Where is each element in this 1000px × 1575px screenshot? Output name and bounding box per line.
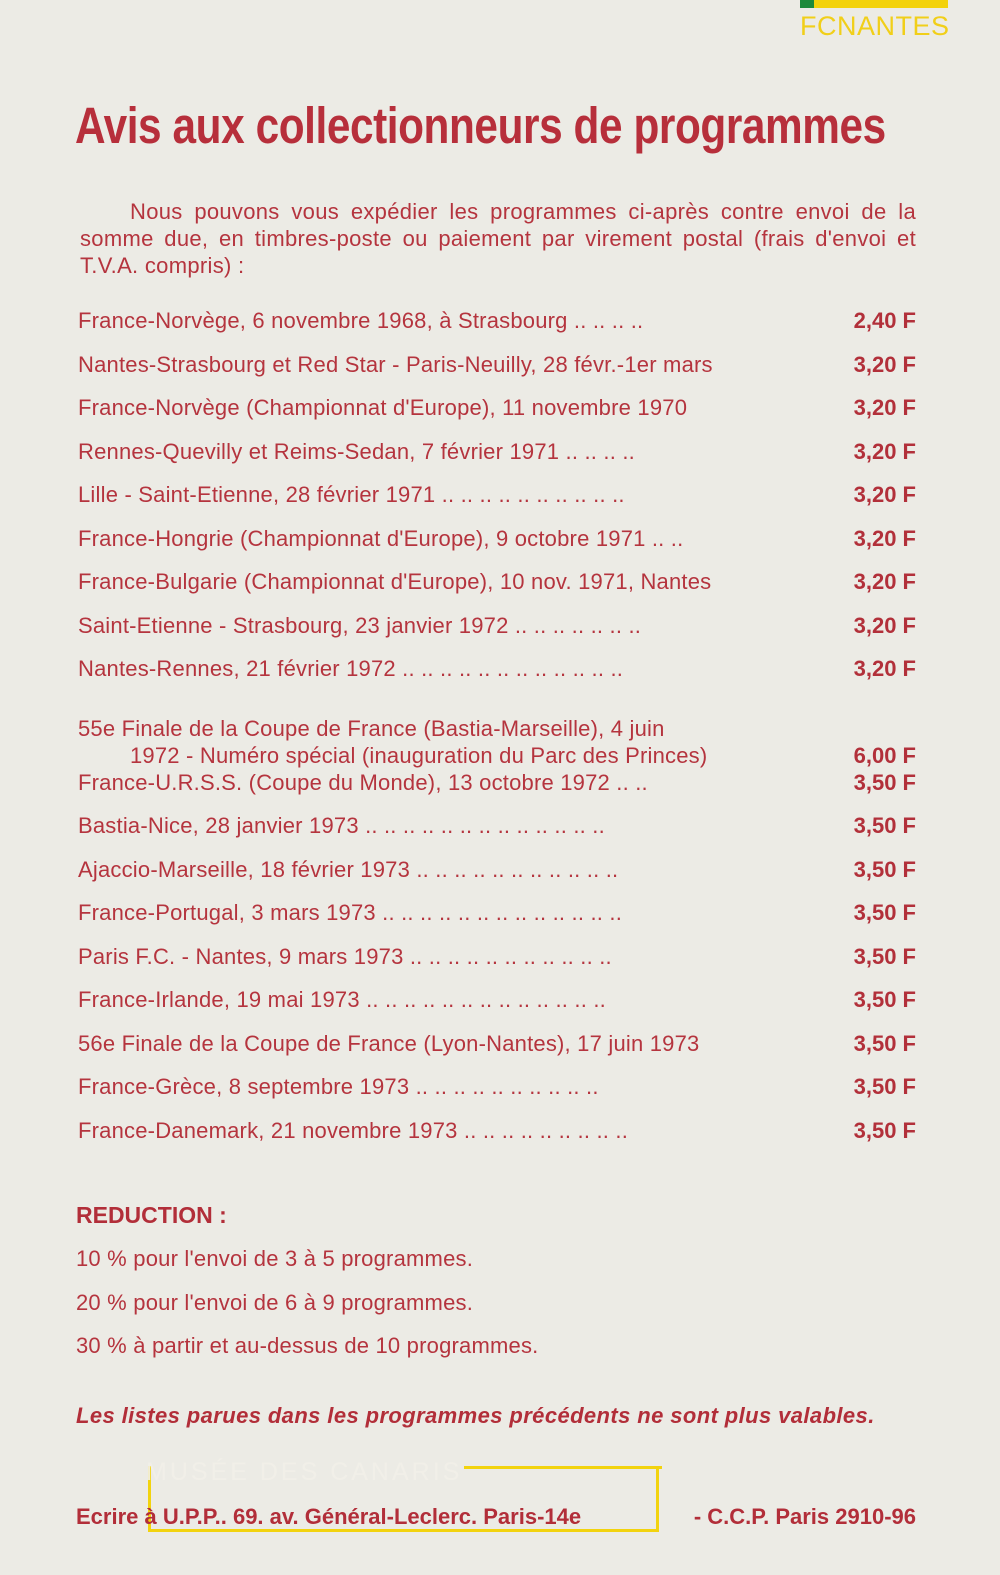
programme-price: 6,00 F <box>853 742 916 768</box>
programme-description-line: France-Norvège, 6 novembre 1968, à Strasbourg .. .. .. .. <box>78 308 644 333</box>
programme-description <box>78 812 836 839</box>
programme-description <box>78 612 836 639</box>
programme-description-line: Nantes-Strasbourg et Red Star - Paris-Neuilly, 28 févr.-1er mars <box>78 351 713 377</box>
programme-price: 3,20 F <box>853 525 916 551</box>
programme-price: 3,50 F <box>853 943 916 969</box>
programme-price: 3,20 F <box>853 482 916 507</box>
programme-price: 3,50 F <box>853 900 916 925</box>
programme-description-line: France-Bulgarie (Championnat d'Europe), 10 nov. 1971, Nantes <box>78 569 712 594</box>
programme-price: 3,50 F <box>853 1074 916 1099</box>
programme-description <box>78 351 836 378</box>
programme-price: 3,20 F <box>853 395 916 420</box>
programme-price: 3,50 F <box>853 856 916 882</box>
programme-description <box>78 1030 836 1057</box>
programme-description-line: Paris F.C. - Nantes, 9 mars 1973 .. .. .. .. .. .. .. .. .. .. .. <box>78 943 612 969</box>
programme-description <box>78 655 836 682</box>
programme-item <box>78 1117 916 1161</box>
logo-text: FCNANTES <box>800 11 950 41</box>
programme-item <box>78 769 916 813</box>
programme-description <box>78 899 836 926</box>
programme-price: 3,20 F <box>853 569 916 594</box>
programme-description <box>78 943 836 970</box>
programme-item <box>78 943 916 987</box>
programme-description-line: Bastia-Nice, 28 janvier 1973 .. .. .. .. .. .. .. .. .. .. .. .. .. <box>78 813 605 838</box>
validity-note: Les listes parues dans les programmes précédents ne sont plus valables. <box>76 1403 875 1428</box>
ccp-text: - C.C.P. Paris 2910-96 <box>693 1504 916 1529</box>
address-text: Ecrire à U.P.P.. 69. av. Général-Leclerc. Paris-14e <box>76 1504 582 1529</box>
programme-item <box>78 655 916 699</box>
programme-item <box>78 351 916 395</box>
programme-description-line: Rennes-Quevilly et Reims-Sedan, 7 février 1971 .. .. .. .. <box>78 438 635 464</box>
fcnantes-logo <box>800 0 948 42</box>
programme-item <box>78 986 916 1030</box>
order-address <box>76 1504 916 1530</box>
programme-price: 3,50 F <box>853 813 916 838</box>
programme-description <box>78 525 836 552</box>
programme-price: 3,20 F <box>853 656 916 681</box>
programme-description-line: 55e Finale de la Coupe de France (Bastia-Marseille), 4 juin <box>78 715 665 741</box>
programme-description <box>78 438 836 465</box>
programme-description <box>78 769 836 796</box>
page-title: Avis aux collectionneurs de programmes <box>75 97 886 154</box>
programme-description-line: France-Grèce, 8 septembre 1973 .. .. .. .. .. .. .. .. .. .. <box>78 1074 599 1099</box>
reduction-line: 20 % pour l'envoi de 6 à 9 programmes. <box>76 1289 474 1315</box>
programme-description <box>78 1073 836 1100</box>
programme-description-line: France-Portugal, 3 mars 1973 .. .. .. .. .. .. .. .. .. .. .. .. .. <box>78 900 623 925</box>
programme-description-line: Lille - Saint-Etienne, 28 février 1971 .. .. .. .. .. .. .. .. .. .. <box>78 482 625 507</box>
programme-description <box>78 986 836 1013</box>
reduction-line: 30 % à partir et au-dessus de 10 programmes. <box>76 1333 539 1358</box>
programme-description <box>78 481 836 508</box>
programme-list <box>78 307 916 1160</box>
programme-description-line: France-Irlande, 19 mai 1973 .. .. .. .. .. .. .. .. .. .. .. .. .. <box>78 987 606 1012</box>
programme-item <box>78 438 916 482</box>
logo-color-bar <box>800 0 948 8</box>
programme-description <box>78 715 836 769</box>
programme-price: 3,50 F <box>853 1030 916 1056</box>
programme-description <box>78 856 836 883</box>
programme-item <box>78 1030 916 1074</box>
programme-description <box>78 1117 836 1144</box>
programme-description-line: France-U.R.S.S. (Coupe du Monde), 13 octobre 1972 .. .. <box>78 769 648 795</box>
programme-description-line: France-Hongrie (Championnat d'Europe), 9 octobre 1971 .. .. <box>78 525 684 551</box>
programme-description-line: France-Norvège (Championnat d'Europe), 11 novembre 1970 <box>78 395 688 420</box>
programme-description-line: France-Danemark, 21 novembre 1973 .. .. .. .. .. .. .. .. .. <box>78 1117 629 1143</box>
programme-item <box>78 394 916 438</box>
reduction-line: 10 % pour l'envoi de 3 à 5 programmes. <box>76 1246 474 1271</box>
programme-price: 3,20 F <box>853 612 916 638</box>
programme-description <box>78 394 836 421</box>
programme-description <box>78 307 836 334</box>
programme-description <box>78 568 836 595</box>
programme-item <box>78 612 916 656</box>
programme-item <box>78 1073 916 1117</box>
programme-description-line: 56e Finale de la Coupe de France (Lyon-Nantes), 17 juin 1973 <box>78 1030 700 1056</box>
programme-item <box>78 899 916 943</box>
programme-description-line: 1972 - Numéro spécial (inauguration du Parc des Princes) <box>130 742 708 768</box>
programme-price: 3,50 F <box>853 769 916 795</box>
programme-item <box>78 856 916 900</box>
programme-price: 3,20 F <box>853 438 916 464</box>
intro-paragraph: Nous pouvons vous expédier les programmes ci-après contre envoi de la somme due, en timbres-poste ou paiement par virement postal (frais d'envoi et T.V.A. compris) : <box>80 199 916 278</box>
museum-watermark: MUSÉE DES CANARIS <box>146 1458 463 1486</box>
programme-item <box>78 307 916 351</box>
programme-description-line: Nantes-Rennes, 21 février 1972 .. .. .. .. .. .. .. .. .. .. .. .. <box>78 656 624 681</box>
programme-item <box>78 481 916 525</box>
programme-item <box>78 812 916 856</box>
programme-price: 3,50 F <box>853 1117 916 1143</box>
programme-price: 3,50 F <box>853 987 916 1012</box>
reduction-list <box>76 1244 538 1375</box>
programme-description-line: Ajaccio-Marseille, 18 février 1973 .. .. .. .. .. .. .. .. .. .. .. <box>78 856 619 882</box>
programme-price: 2,40 F <box>853 308 916 333</box>
programme-price: 3,20 F <box>853 351 916 377</box>
programme-item <box>78 568 916 612</box>
programme-description-line: Saint-Etienne - Strasbourg, 23 janvier 1972 .. .. .. .. .. .. .. <box>78 612 642 638</box>
reduction-title: REDUCTION : <box>76 1202 227 1228</box>
programme-item <box>78 525 916 569</box>
programme-item <box>78 699 916 769</box>
